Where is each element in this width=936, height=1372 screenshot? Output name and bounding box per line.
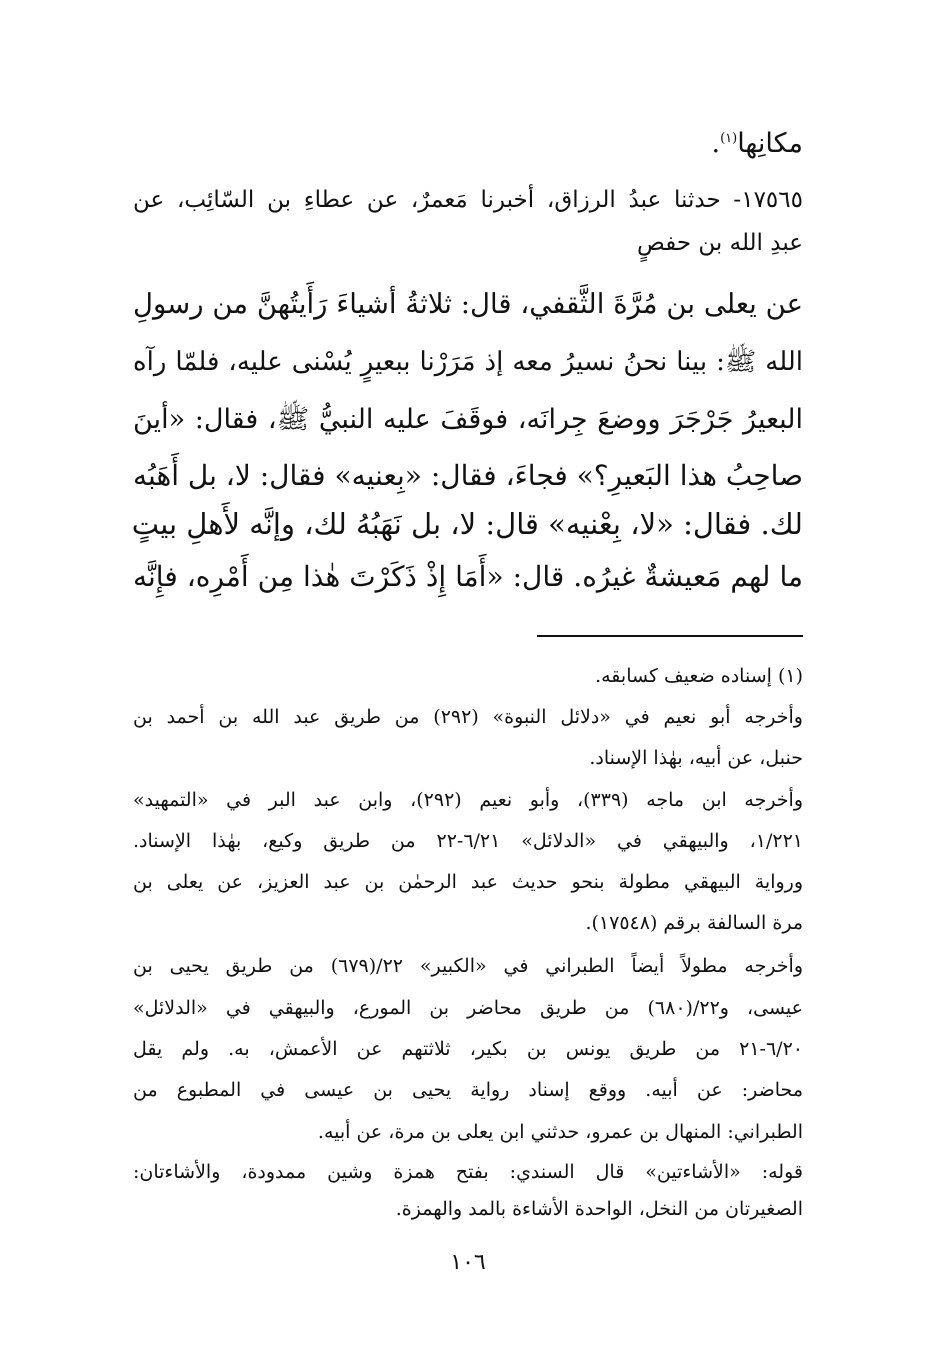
footnote-line-1: (١) إسناده ضعيف كسابقه. [595, 665, 803, 687]
hadith-text-line-3: البعيرُ جَرْجَرَ ووضعَ جِرانَه، فوقَفَ عليه النبيُّ ﷺ، فقال: «أينَ [133, 404, 803, 435]
page-number: ١٠٦ [450, 1250, 486, 1275]
footnote-line-12: الطبراني: المنهال بن عمرو، حدثني ابن يعلى بن مرة، عن أبيه. [317, 1121, 803, 1143]
hadith-text-line-2: الله ﷺ: بينا نحنُ نسيرُ معه إذ مَرَرْنا ببعيرٍ يُسْنى عليه، فلمّا رآه [133, 347, 803, 377]
footnote-line-8: وأخرجه مطولاً أيضاً الطبراني في «الكبير» ٢٢/(٦٧٩) من طريق يحيى بن [133, 955, 803, 977]
footnote-line-13: قوله: «الأشاءتين» قال السندي: بفتح همزة وشين ممدودة، والأشاءتان: [133, 1161, 803, 1183]
footnote-line-10: ٦/٢٠-٢١ من طريق يونس بن بكير، ثلاثتهم عن الأعمش، به. ولم يقل [133, 1038, 803, 1060]
footnote-line-3: حنبل، عن أبيه، بهٰذا الإسناد. [589, 747, 803, 769]
hadith-text-line-1: عن يعلى بن مُرَّةَ الثَّقفي، قال: ثلاثةُ أشياءَ رَأَيتُهنَّ من رسولِ [133, 288, 803, 320]
footnote-line-4: وأخرجه ابن ماجه (٣٣٩)، وأبو نعيم (٢٩٢)، وابن عبد البر في «التمهيد» [133, 789, 804, 811]
footnote-line-6: ورواية البيهقي مطولة بنحو حديث عبد الرحمٰن بن عبد العزيز، عن يعلى بن [133, 871, 803, 893]
footnote-line-11: محاضر: عن أبيه. ووقع إسناد رواية يحيى بن عيسى في المطبوع من [133, 1079, 803, 1101]
hadith-text-line-6: ما لهم مَعيشةٌ غيرُه. قال: «أَمَا إِذْ ذَكَرْتَ هٰذا مِن أَمْرِه، فإِنَّه [133, 560, 803, 593]
hadith-text-line-4: صاحِبُ هذا البَعيرِ؟» فجاءَ، فقال: «بِعنيه» فقال: لا، بل أَهَبُه [132, 459, 803, 492]
footnote-separator [537, 635, 803, 637]
footnote-reference: (١) [720, 131, 738, 146]
hadith-text-line-5: لك. فقال: «لا، بِعْنيه» قال: لا، بل نَهَبُهُ لك، وإنَّه لأَهلِ بيتٍ [131, 507, 803, 541]
footnote-line-5: ١/٢٢١، والبيهقي في «الدلائل» ٦/٢١-٢٢ من طريق وكيع، بهٰذا الإسناد. [133, 830, 803, 852]
footnote-line-9: عيسى، و٢٢/(٦٨٠) من طريق محاضر بن المورع، والبيهقي في «الدلائل» [133, 997, 803, 1019]
continuation-word: مكانِها [737, 128, 803, 159]
footnote-line-7: مرة السالفة برقم (١٧٥٤٨). [585, 912, 803, 934]
footnote-line-14: الصغيرتان من النخل، الواحدة الأشاءة بالمد والهمزة. [395, 1198, 803, 1220]
hadith-chain-line-1: ١٧٥٦٥- حدثنا عبدُ الرزاق، أخبرنا مَعمرٌ، عن عطاءِ بن السّائِب، عن [133, 187, 803, 213]
hadith-chain-line-2: عبدِ الله بن حفصٍ [637, 230, 803, 256]
continuation-text: مكانِها$^{(١)}$. [711, 128, 803, 159]
footnote-line-2: وأخرجه أبو نعيم في «دلائل النبوة» (٢٩٢) من طريق عبد الله بن أحمد بن [133, 706, 803, 728]
